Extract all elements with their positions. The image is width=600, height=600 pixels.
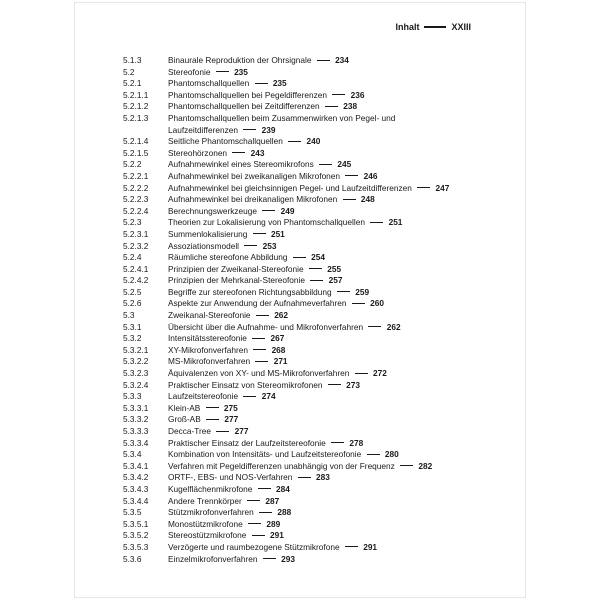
toc-leader-dash bbox=[317, 60, 330, 61]
toc-entry-page: 239 bbox=[261, 124, 276, 135]
toc-leader-dash bbox=[417, 187, 430, 188]
toc-entry-number: 5.3.2.4 bbox=[123, 379, 149, 390]
toc-entry-titlecell bbox=[168, 159, 525, 171]
running-header bbox=[395, 22, 471, 32]
toc-entry-title: Phantomschallquellen bei Zeitdifferenzen bbox=[168, 101, 320, 112]
toc-entry bbox=[75, 449, 525, 461]
toc-entry-page: 235 bbox=[234, 66, 248, 77]
toc-entry-titlecell bbox=[168, 101, 525, 113]
toc-entry-title: Stereostützmikrofone bbox=[168, 530, 247, 541]
toc-leader-dash bbox=[248, 523, 261, 524]
toc-entry-titlecell bbox=[168, 241, 525, 253]
toc-entry-title: Praktischer Einsatz der Laufzeitstereofonie bbox=[168, 437, 326, 448]
toc-entry-page: 293 bbox=[281, 553, 295, 564]
toc-entry-titlecell bbox=[168, 194, 525, 206]
toc-entry-titlecell bbox=[168, 333, 525, 345]
toc-entry-titlecell bbox=[168, 252, 525, 264]
toc-leader-dash bbox=[253, 233, 266, 234]
toc-entry-title: Einzelmikrofonverfahren bbox=[168, 553, 258, 564]
toc-leader-dash bbox=[243, 129, 256, 130]
toc-leader-dash bbox=[243, 396, 256, 397]
toc-entry-page: 267 bbox=[270, 333, 285, 344]
toc-entry bbox=[75, 159, 525, 171]
toc-entry-page: 271 bbox=[273, 356, 288, 367]
toc-entry-number: 5.3.4.2 bbox=[123, 472, 149, 483]
toc-entry-title: Aufnahmewinkel bei dreikanaligen Mikrofonen bbox=[168, 194, 338, 205]
running-header-label: Inhalt bbox=[395, 22, 420, 32]
toc-entry-page: 284 bbox=[276, 483, 290, 494]
toc-entry bbox=[75, 333, 525, 345]
toc-leader-dash bbox=[252, 338, 265, 339]
toc-leader-dash bbox=[343, 199, 356, 200]
toc-entry-titlecell bbox=[168, 148, 525, 160]
toc-entry-number: 5.2.3 bbox=[123, 217, 142, 228]
toc-entry-page: 275 bbox=[223, 402, 238, 413]
toc-entry-titlecell bbox=[168, 356, 525, 368]
toc-entry-page: 251 bbox=[270, 228, 285, 239]
page-folio: XXIII bbox=[451, 22, 471, 32]
toc-leader-dash bbox=[263, 558, 276, 559]
toc-entry-page: 282 bbox=[418, 460, 433, 471]
toc-entry bbox=[75, 356, 525, 368]
toc-entry bbox=[75, 507, 525, 519]
toc-entry-titlecell bbox=[168, 380, 525, 392]
toc-entry bbox=[75, 530, 525, 542]
toc-leader-dash bbox=[337, 291, 350, 292]
toc-leader-dash bbox=[232, 152, 245, 153]
toc-entry-titlecell bbox=[168, 171, 525, 183]
toc-entry bbox=[75, 391, 525, 403]
toc-entry bbox=[75, 148, 525, 160]
toc-leader-dash bbox=[309, 268, 322, 269]
toc-entry-title: Verfahren mit Pegeldifferenzen unabhängig von der Frequenz bbox=[168, 460, 395, 471]
toc-entry-number: 5.2.2.1 bbox=[123, 170, 149, 181]
toc-entry-page: 255 bbox=[327, 263, 342, 274]
toc-entry-page: 243 bbox=[250, 147, 265, 158]
toc-entry-titlecell bbox=[168, 67, 525, 79]
toc-entry-title: Kombination von Intensitäts- und Laufzeitstereofonie bbox=[168, 449, 362, 460]
toc-entry bbox=[75, 472, 525, 484]
toc-entry-titlecell bbox=[168, 78, 525, 90]
toc-entry-page: 245 bbox=[337, 159, 352, 170]
toc-entry-titlecell bbox=[168, 183, 525, 195]
toc-entry-number: 5.3.3.1 bbox=[123, 402, 149, 413]
toc-entry-number: 5.3.6 bbox=[123, 553, 142, 564]
toc-leader-dash bbox=[206, 407, 219, 408]
toc-entry bbox=[75, 322, 525, 334]
toc-entry bbox=[75, 183, 525, 195]
toc-entry-title: Kugelflächenmikrofone bbox=[168, 483, 253, 494]
toc-leader-dash bbox=[400, 465, 413, 466]
toc-leader-dash bbox=[328, 384, 341, 385]
toc-entry-titlecell bbox=[168, 461, 525, 473]
toc-entry bbox=[75, 496, 525, 508]
toc-entry-titlecell bbox=[168, 345, 525, 357]
toc-leader-dash bbox=[262, 210, 275, 211]
toc-entry bbox=[75, 206, 525, 218]
toc-entry-page: 262 bbox=[274, 310, 289, 321]
toc-entry bbox=[75, 264, 525, 276]
toc-leader-dash bbox=[355, 373, 368, 374]
toc-entry bbox=[75, 275, 525, 287]
toc-entry-titlecell bbox=[168, 90, 525, 102]
toc-entry-number: 5.3.4.3 bbox=[123, 483, 149, 494]
toc-entry-number: 5.2.3.1 bbox=[123, 228, 149, 239]
toc-entry bbox=[75, 101, 525, 113]
toc-entry-page: 291 bbox=[363, 541, 378, 552]
toc-entry-titlecell bbox=[168, 403, 525, 415]
book-page bbox=[74, 2, 526, 598]
toc-entry-titlecell bbox=[168, 217, 525, 229]
toc-entry-title: Laufzeitstereofonie bbox=[168, 391, 239, 402]
toc-entry-number: 5.3.5 bbox=[123, 507, 142, 518]
toc-entry-number: 5.2.4 bbox=[123, 252, 142, 263]
toc-entry-page: 283 bbox=[315, 472, 330, 483]
toc-entry-page: 253 bbox=[262, 240, 277, 251]
toc-leader-dash bbox=[247, 500, 260, 501]
toc-leader-dash bbox=[216, 71, 229, 72]
toc-entry-number: 5.2.1.2 bbox=[123, 101, 149, 112]
toc-entry-title: Stereohörzonen bbox=[168, 147, 228, 158]
toc-entry-titlecell bbox=[168, 449, 525, 461]
toc-entry-titlecell bbox=[168, 55, 525, 67]
toc-entry-titlecell bbox=[168, 484, 525, 496]
toc-entry-title: Decca-Tree bbox=[168, 426, 212, 436]
toc-leader-dash bbox=[331, 442, 344, 443]
toc-entry-page: 235 bbox=[272, 78, 287, 89]
toc-entry-title-continuation: Laufzeitdifferenzen bbox=[168, 124, 238, 135]
toc-entry-titlecell bbox=[168, 287, 525, 299]
toc-entry-page: 259 bbox=[355, 286, 370, 297]
toc-entry-page: 289 bbox=[266, 518, 281, 529]
toc-entry-title: Phantomschallquellen bbox=[168, 78, 250, 89]
toc-leader-dash bbox=[345, 175, 358, 176]
toc-entry-title: Übersicht über die Aufnahme- und Mikrofonverfahren bbox=[168, 321, 364, 332]
toc-entry-title: Aufnahmewinkel bei zweikanaligen Mikrofonen bbox=[168, 170, 341, 181]
toc-entry-page: 291 bbox=[270, 530, 284, 541]
toc-entry bbox=[75, 194, 525, 206]
toc-leader-dash bbox=[332, 94, 345, 95]
toc-entry-titlecell bbox=[168, 229, 525, 241]
toc-entry-number: 5.3.5.2 bbox=[123, 530, 149, 541]
toc-entry-title: Aufnahmewinkel bei gleichsinnigen Pegel- und Laufzeitdifferenzen bbox=[168, 182, 412, 193]
toc-entry bbox=[75, 380, 525, 392]
toc-list bbox=[75, 55, 525, 565]
toc-entry bbox=[75, 229, 525, 241]
toc-entry-titlecell bbox=[168, 322, 525, 334]
toc-entry-number: 5.3.5.1 bbox=[123, 518, 149, 529]
toc-entry-number: 5.3.2.2 bbox=[123, 356, 149, 367]
toc-entry-title: Begriffe zur stereofonen Richtungsabbildung bbox=[168, 286, 332, 297]
toc-entry-number: 5.3.2.1 bbox=[123, 344, 149, 355]
toc-entry-title: Seitliche Phantomschallquellen bbox=[168, 136, 283, 147]
toc-entry-number: 5.1.3 bbox=[123, 55, 142, 65]
toc-entry-number: 5.2.1 bbox=[123, 78, 142, 89]
toc-entry-number: 5.2.1.1 bbox=[123, 89, 149, 100]
toc-entry-title: Stereofonie bbox=[168, 66, 211, 77]
toc-entry-title: Binaurale Reproduktion der Ohrsignale bbox=[168, 55, 312, 65]
toc-leader-dash bbox=[255, 361, 268, 362]
toc-entry-page: 274 bbox=[261, 391, 276, 402]
toc-entry-page: 277 bbox=[234, 426, 249, 436]
toc-entry-number: 5.2 bbox=[123, 66, 135, 77]
toc-entry-number: 5.2.2.4 bbox=[123, 205, 149, 216]
toc-entry-title: Groß-AB bbox=[168, 414, 201, 425]
toc-entry-number: 5.2.2 bbox=[123, 159, 142, 170]
toc-entry-title: Phantomschallquellen beim Zusammenwirken von Pegel- und bbox=[168, 112, 396, 123]
toc-entry-title: Prinzipien der Mehrkanal-Stereofonie bbox=[168, 275, 305, 286]
toc-entry-page: 287 bbox=[265, 495, 280, 506]
toc-entry-titlecell bbox=[168, 206, 525, 218]
toc-entry-page: 248 bbox=[360, 194, 375, 205]
toc-entry bbox=[75, 67, 525, 79]
toc-entry-title: Aufnahmewinkel eines Stereomikrofons bbox=[168, 159, 314, 170]
toc-entry bbox=[75, 426, 525, 438]
toc-entry bbox=[75, 519, 525, 531]
toc-entry-title: Assoziationsmodell bbox=[168, 240, 240, 251]
toc-entry-number: 5.2.4.1 bbox=[123, 263, 149, 274]
toc-leader-dash bbox=[368, 326, 381, 327]
toc-entry-page: 273 bbox=[346, 379, 360, 390]
toc-entry-titlecell bbox=[168, 113, 525, 136]
toc-entry-number: 5.3.5.3 bbox=[123, 541, 149, 552]
toc-leader-dash bbox=[319, 164, 332, 165]
toc-entry-titlecell bbox=[168, 136, 525, 148]
toc-entry-page: 236 bbox=[350, 89, 365, 100]
toc-entry-titlecell bbox=[168, 554, 525, 566]
toc-entry bbox=[75, 310, 525, 322]
toc-entry bbox=[75, 217, 525, 229]
toc-entry-titlecell bbox=[168, 542, 525, 554]
toc-entry-title: Praktischer Einsatz von Stereomikrofonen bbox=[168, 379, 323, 390]
toc-entry-number: 5.2.1.4 bbox=[123, 136, 149, 147]
toc-entry-number: 5.2.5 bbox=[123, 286, 142, 297]
toc-entry bbox=[75, 414, 525, 426]
toc-entry-number: 5.3.4.4 bbox=[123, 495, 149, 506]
toc-entry-titlecell bbox=[168, 472, 525, 484]
toc-entry-page: 251 bbox=[388, 217, 403, 228]
toc-entry-number: 5.2.2.2 bbox=[123, 182, 149, 193]
toc-entry-titlecell bbox=[168, 310, 525, 322]
toc-entry-titlecell bbox=[168, 426, 525, 438]
toc-entry-page: 240 bbox=[306, 136, 321, 147]
toc-entry-title: Andere Trennkörper bbox=[168, 495, 242, 506]
toc-entry-title: XY-Mikrofonverfahren bbox=[168, 344, 248, 355]
toc-leader-dash bbox=[244, 245, 257, 246]
toc-entry-titlecell bbox=[168, 438, 525, 450]
header-rule-dash bbox=[424, 26, 446, 27]
toc-entry-page: 288 bbox=[277, 507, 292, 518]
toc-entry-number: 5.2.1.5 bbox=[123, 147, 149, 158]
toc-entry-title: Klein-AB bbox=[168, 402, 201, 413]
toc-entry-number: 5.3.4 bbox=[123, 449, 142, 460]
toc-entry-number: 5.2.2.3 bbox=[123, 194, 149, 205]
toc-entry bbox=[75, 403, 525, 415]
toc-leader-dash bbox=[206, 419, 219, 420]
toc-entry-number: 5.3.3.2 bbox=[123, 414, 149, 425]
toc-leader-dash bbox=[252, 535, 265, 536]
toc-leader-dash bbox=[259, 512, 272, 513]
toc-leader-dash bbox=[367, 454, 380, 455]
toc-entry bbox=[75, 90, 525, 102]
toc-entry-number: 5.3.2.3 bbox=[123, 368, 149, 379]
toc-entry bbox=[75, 252, 525, 264]
toc-entry bbox=[75, 368, 525, 380]
toc-entry-number: 5.3.2 bbox=[123, 333, 142, 344]
toc-entry-titlecell bbox=[168, 496, 525, 508]
toc-entry bbox=[75, 298, 525, 310]
toc-entry-title: ORTF-, EBS- und NOS-Verfahren bbox=[168, 472, 293, 483]
toc-entry-titlecell bbox=[168, 264, 525, 276]
toc-entry bbox=[75, 241, 525, 253]
toc-entry-titlecell bbox=[168, 507, 525, 519]
toc-entry bbox=[75, 113, 525, 136]
toc-entry-titlecell bbox=[168, 275, 525, 287]
toc-leader-dash bbox=[352, 303, 365, 304]
toc-leader-dash bbox=[325, 106, 338, 107]
toc-entry-title: Phantomschallquellen bei Pegeldifferenzen bbox=[168, 89, 327, 100]
toc-entry-number: 5.3.1 bbox=[123, 321, 142, 332]
toc-leader-dash bbox=[288, 141, 301, 142]
toc-entry-title: Räumliche stereofone Abbildung bbox=[168, 252, 288, 263]
toc-entry bbox=[75, 136, 525, 148]
toc-entry bbox=[75, 345, 525, 357]
toc-entry bbox=[75, 554, 525, 566]
toc-entry bbox=[75, 171, 525, 183]
toc-entry-page: 260 bbox=[370, 298, 384, 309]
toc-entry-page: 254 bbox=[311, 252, 325, 263]
toc-entry-number: 5.2.1.3 bbox=[123, 112, 149, 123]
toc-entry-title: Aspekte zur Anwendung der Aufnahmeverfahren bbox=[168, 298, 347, 309]
toc-entry-page: 257 bbox=[328, 275, 343, 286]
toc-entry bbox=[75, 287, 525, 299]
toc-leader-dash bbox=[345, 546, 358, 547]
toc-entry-page: 268 bbox=[271, 344, 286, 355]
toc-entry bbox=[75, 78, 525, 90]
toc-entry-titlecell bbox=[168, 391, 525, 403]
toc-leader-dash bbox=[310, 280, 323, 281]
toc-entry-title: Zweikanal-Stereofonie bbox=[168, 310, 251, 321]
toc-entry-page: 277 bbox=[224, 414, 239, 425]
toc-entry bbox=[75, 484, 525, 496]
toc-entry bbox=[75, 461, 525, 473]
toc-entry-titlecell bbox=[168, 530, 525, 542]
toc-entry-number: 5.2.4.2 bbox=[123, 275, 149, 286]
toc-entry-page: 238 bbox=[343, 101, 358, 112]
toc-leader-dash bbox=[255, 83, 268, 84]
toc-entry-page: 246 bbox=[363, 170, 378, 181]
toc-entry-page: 278 bbox=[349, 437, 364, 448]
toc-entry-title: MS-Mikrofonverfahren bbox=[168, 356, 251, 367]
toc-leader-dash bbox=[253, 349, 266, 350]
toc-leader-dash bbox=[293, 257, 306, 258]
toc-entry-title: Theorien zur Lokalisierung von Phantomschallquellen bbox=[168, 217, 365, 228]
toc-entry-page: 234 bbox=[335, 55, 349, 65]
toc-entry-title: Summenlokalisierung bbox=[168, 228, 248, 239]
toc-leader-dash bbox=[298, 477, 311, 478]
toc-entry-title: Monostützmikrofone bbox=[168, 518, 243, 529]
toc-entry-page: 247 bbox=[435, 182, 450, 193]
toc-entry-title: Äquivalenzen von XY- und MS-Mikrofonverfahren bbox=[168, 368, 350, 379]
toc-entry-title: Berechnungswerkzeuge bbox=[168, 205, 258, 216]
toc-entry-titlecell bbox=[168, 298, 525, 310]
toc-entry-title: Intensitätsstereofonie bbox=[168, 333, 247, 344]
toc-entry-number: 5.2.3.2 bbox=[123, 240, 149, 251]
toc-entry-title: Stützmikrofonverfahren bbox=[168, 507, 254, 518]
toc-leader-dash bbox=[256, 315, 269, 316]
toc-entry bbox=[75, 55, 525, 67]
toc-entry-titlecell bbox=[168, 414, 525, 426]
toc-leader-dash bbox=[216, 431, 229, 432]
toc-entry-title: Prinzipien der Zweikanal-Stereofonie bbox=[168, 263, 304, 274]
toc-entry-number: 5.3.3 bbox=[123, 391, 142, 402]
toc-entry bbox=[75, 542, 525, 554]
toc-entry-page: 262 bbox=[386, 321, 401, 332]
toc-entry-number: 5.3 bbox=[123, 310, 135, 321]
toc-leader-dash bbox=[258, 488, 271, 489]
toc-leader-dash bbox=[370, 222, 383, 223]
toc-entry-number: 5.3.3.4 bbox=[123, 437, 149, 448]
toc-entry-number: 5.3.3.3 bbox=[123, 426, 149, 436]
toc-entry-number: 5.2.6 bbox=[123, 298, 142, 309]
toc-entry-titlecell bbox=[168, 519, 525, 531]
toc-entry-title: Verzögerte und raumbezogene Stützmikrofone bbox=[168, 541, 340, 552]
toc-entry-page: 249 bbox=[280, 205, 295, 216]
toc-entry-page: 280 bbox=[384, 449, 399, 460]
toc-entry-number: 5.3.4.1 bbox=[123, 460, 149, 471]
toc-entry bbox=[75, 438, 525, 450]
toc-entry-page: 272 bbox=[373, 368, 387, 379]
toc-entry-titlecell bbox=[168, 368, 525, 380]
